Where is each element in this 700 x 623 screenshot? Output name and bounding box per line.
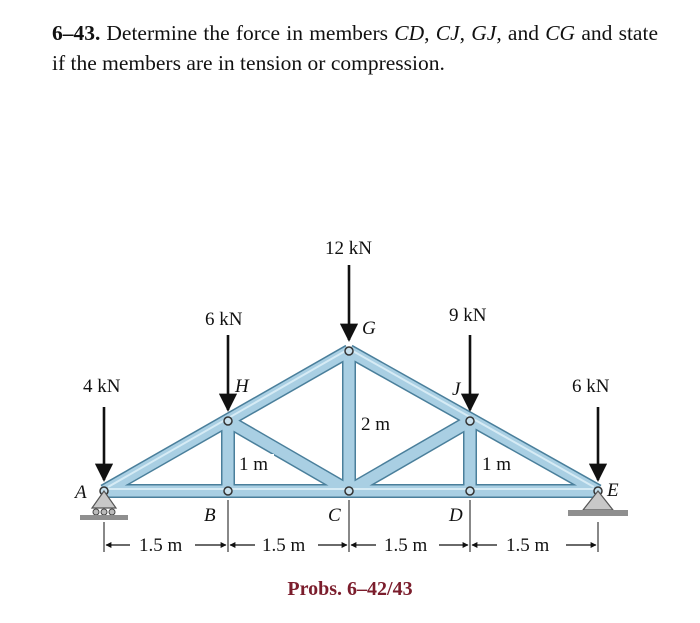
member-cd: CD bbox=[394, 21, 425, 45]
text-2: , bbox=[424, 21, 436, 45]
load-label-e: 6 kN bbox=[572, 376, 610, 397]
span-label-3: 1.5 m bbox=[384, 535, 428, 556]
joint-label-c: C bbox=[328, 505, 341, 526]
joint-label-a: A bbox=[75, 482, 87, 503]
joint-label-d: D bbox=[449, 505, 463, 526]
load-label-g: 12 kN bbox=[325, 238, 372, 259]
figure-caption: Probs. 6–42/43 bbox=[287, 578, 413, 600]
span-label-1: 1.5 m bbox=[139, 535, 183, 556]
load-label-a: 4 kN bbox=[83, 376, 121, 397]
problem-number: 6–43. bbox=[52, 21, 101, 45]
joint-label-e: E bbox=[607, 480, 619, 501]
member-cg: CG bbox=[545, 21, 576, 45]
joint-label-g: G bbox=[362, 318, 376, 339]
joint-label-h: H bbox=[235, 376, 249, 397]
text-1: Determine the force in members bbox=[106, 21, 395, 45]
text-5: and state if the members are in tension or compression. bbox=[52, 21, 658, 75]
joint-label-j: J bbox=[452, 379, 461, 400]
height-label-j: 1 m bbox=[482, 454, 512, 475]
load-label-j: 9 kN bbox=[449, 305, 487, 326]
load-label-h: 6 kN bbox=[205, 309, 243, 330]
height-label-h: 1 m bbox=[239, 454, 269, 475]
span-label-4: 1.5 m bbox=[506, 535, 550, 556]
text-3: , bbox=[459, 21, 472, 45]
text-4: , and bbox=[496, 21, 546, 45]
joint-label-b: B bbox=[204, 505, 216, 526]
member-cj: CJ bbox=[435, 21, 460, 45]
span-label-2: 1.5 m bbox=[262, 535, 306, 556]
height-label-g: 2 m bbox=[361, 414, 391, 435]
member-gj: GJ bbox=[471, 21, 497, 45]
truss-members bbox=[104, 350, 598, 491]
